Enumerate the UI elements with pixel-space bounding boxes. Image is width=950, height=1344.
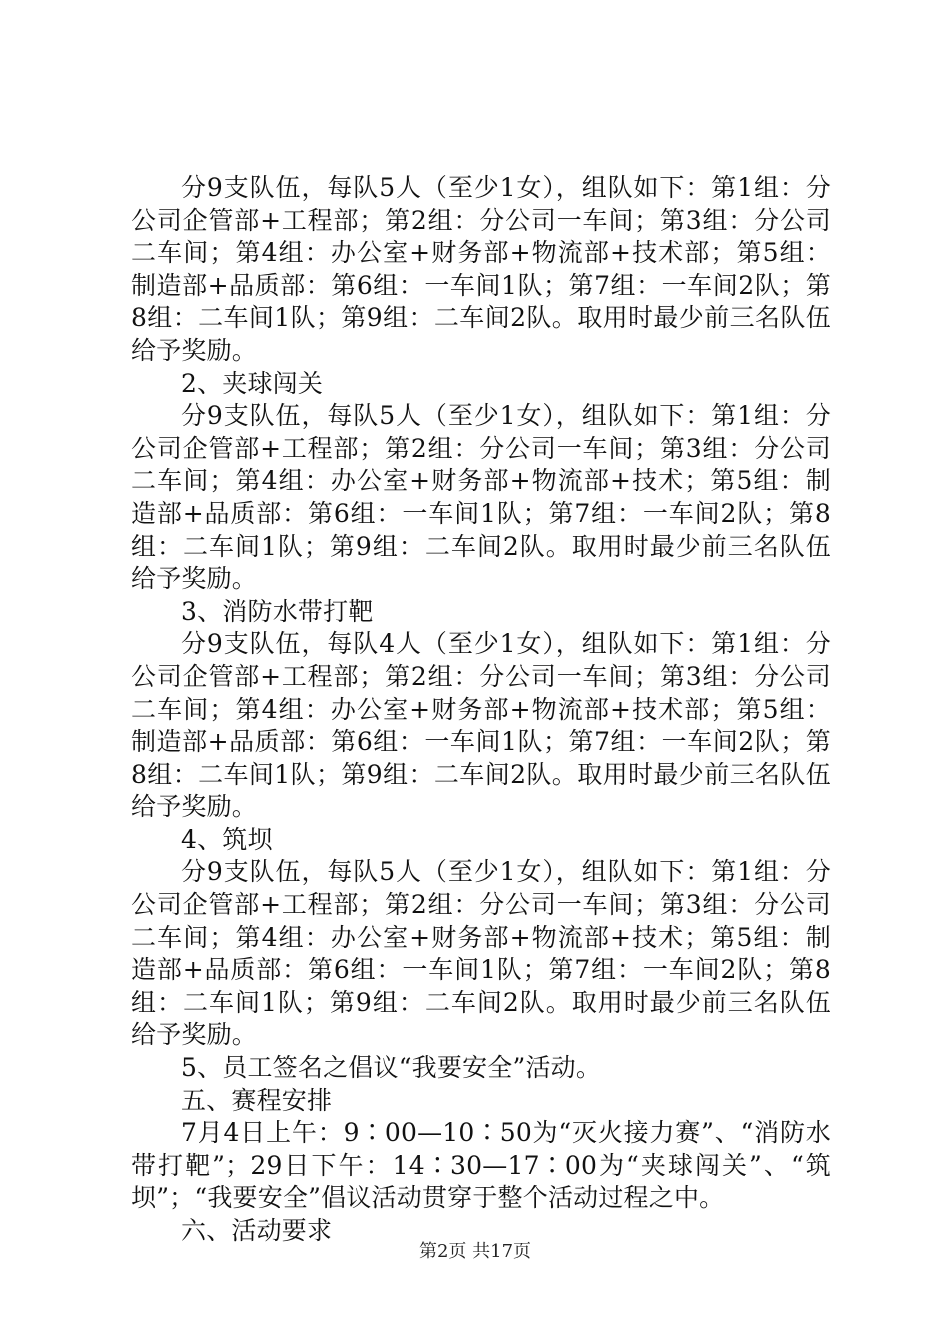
heading-ball-challenge: 2、夹球闯关 bbox=[181, 368, 324, 398]
paragraph-teams-fire-hose-target: 分9支队伍，每队4人（至少1女），组队如下：第1组：分公司企管部+工程部；第2组：分公司一车间；第3组：分公司二车间；第4组：办公室+财务部+物流部+技术部；第5组：制造部+品质部：第6组：一车间1队；第7组：一车间2队；第8组：二车间1队；第9组：二车间2队。取用时最少前三名队伍给予奖励。 bbox=[131, 629, 831, 822]
heading-fire-hose-target: 3、消防水带打靶 bbox=[181, 596, 374, 626]
heading-requirements: 六、活动要求 bbox=[181, 1216, 333, 1245]
page-number: 第2页 共17页 bbox=[418, 1241, 532, 1262]
paragraph-teams-ball-challenge: 分9支队伍，每队5人（至少1女），组队如下：第1组：分公司企管部+工程部；第2组：分公司一车间；第3组：分公司二车间；第4组：办公室+财务部+物流部+技术；第5组：制造部+品质部：第6组：一车间1队；第7组：一车间2队；第8组：二车间1队；第9组：二车间2队。取用时最少前三名队伍给予奖励。 bbox=[131, 401, 831, 594]
paragraph-teams-relay: 分9支队伍，每队5人（至少1女），组队如下：第1组：分公司企管部+工程部；第2组：分公司一车间；第3组：分公司二车间；第4组：办公室+财务部+物流部+技术部；第5组：制造部+品质部：第6组：一车间1队；第7组：一车间2队；第8组：二车间1队；第9组：二车间2队。取用时最少前三名队伍给予奖励。 bbox=[131, 173, 831, 365]
paragraph-teams-dam-building: 分9支队伍，每队5人（至少1女），组队如下：第1组：分公司企管部+工程部；第2组：分公司一车间；第3组：分公司二车间；第4组：办公室+财务部+物流部+技术；第5组：制造部+品质部：第6组：一车间1队；第7组：一车间2队；第8组：二车间1队；第9组：二车间2队。取用时最少前三名队伍给予奖励。 bbox=[131, 857, 831, 1050]
paragraph-schedule: 7月4日上午：9∶00—10∶50为“灭火接力赛”、“消防水带打靶”；29日下午：14∶30—17∶00为“夹球闯关”、“筑坝”；“我要安全”倡议活动贯穿于整个活动过程之中。 bbox=[131, 1118, 831, 1213]
paragraph-signature-activity: 5、员工签名之倡议“我要安全”活动。 bbox=[181, 1053, 602, 1083]
heading-dam-building: 4、筑坝 bbox=[181, 824, 273, 854]
heading-schedule: 五、赛程安排 bbox=[181, 1085, 333, 1115]
document-body bbox=[131, 172, 831, 1248]
